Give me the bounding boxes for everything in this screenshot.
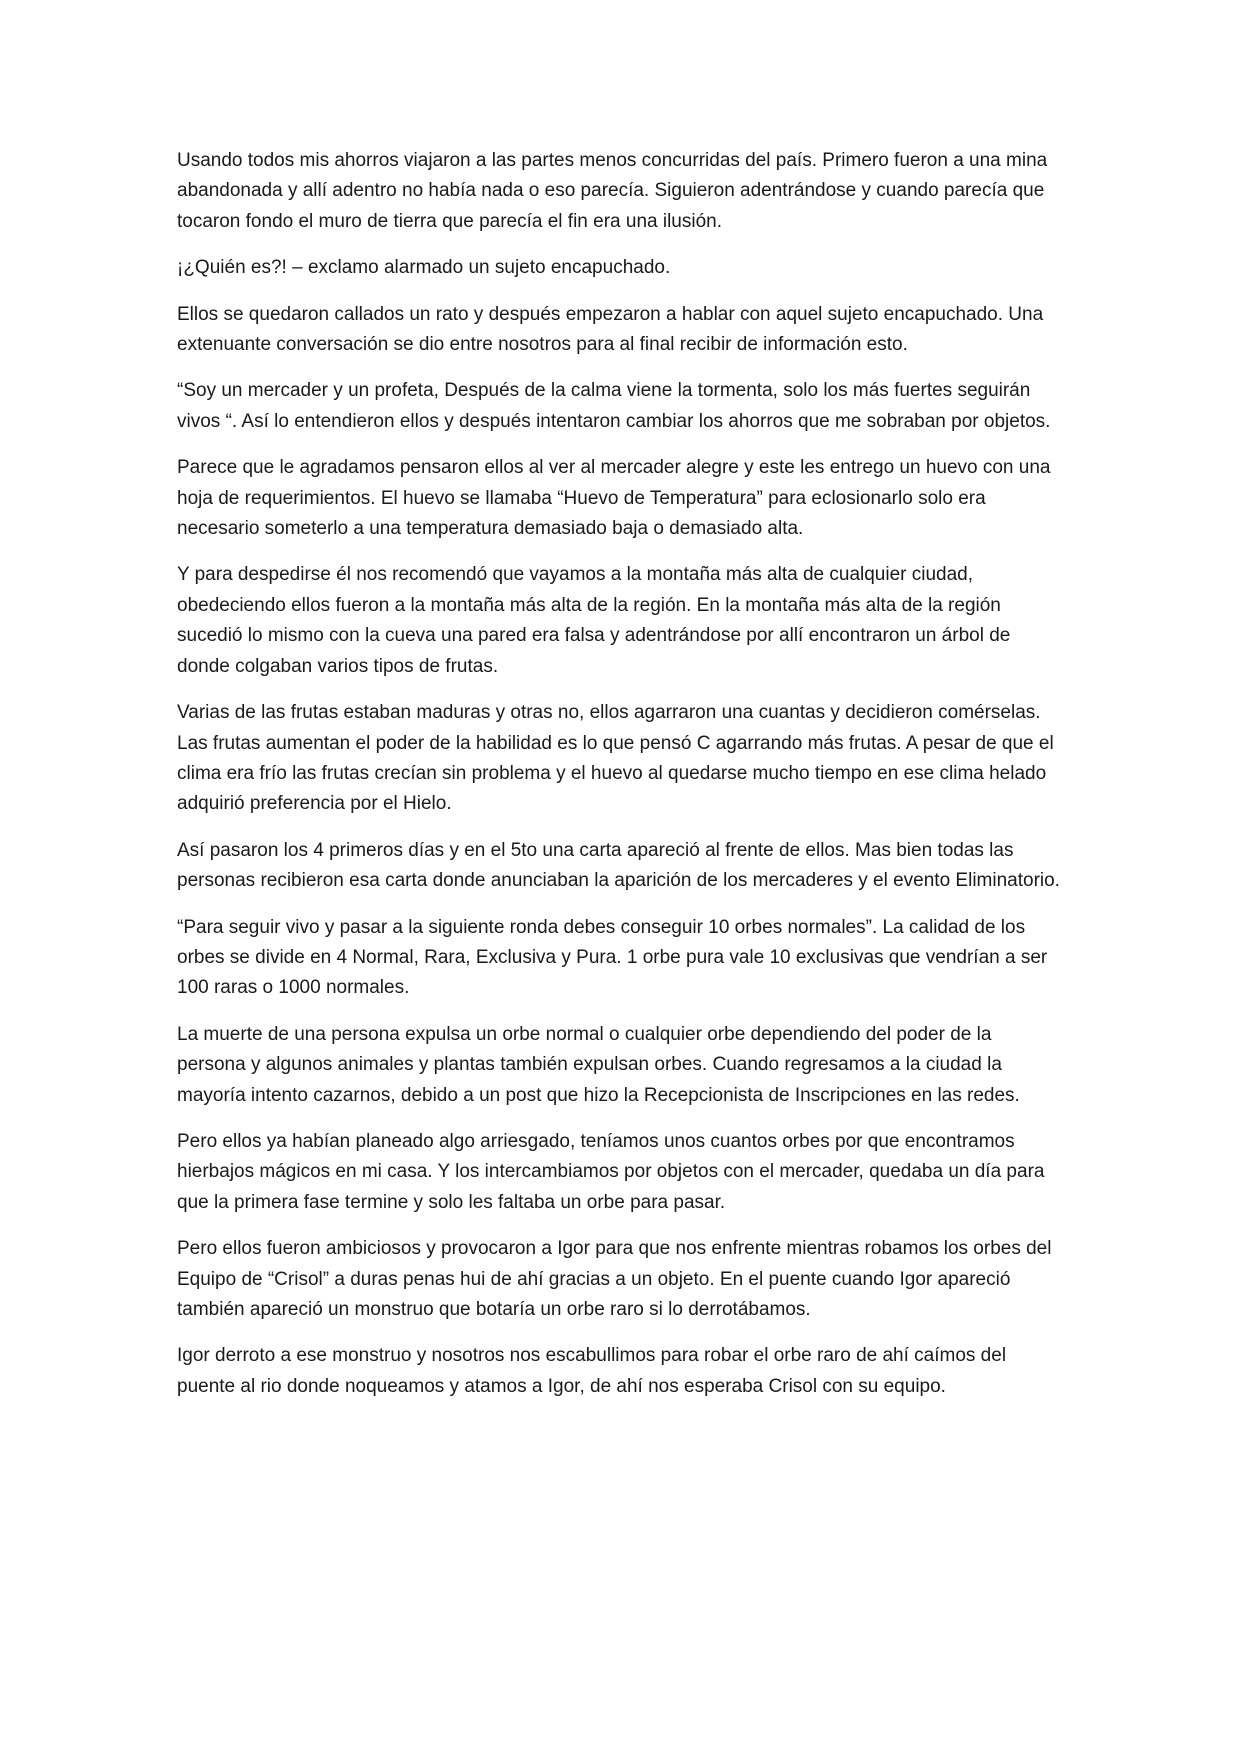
paragraph: “Soy un mercader y un profeta, Después de la calma viene la tormenta, solo los más fuertes seguirán vivos “. Así lo entendieron ellos y después intentaron cambiar los ahorros que me sobraban por objetos.: [177, 380, 1051, 432]
paragraph: Ellos se quedaron callados un rato y después empezaron a hablar con aquel sujeto encapuchado. Una extenuante conversación se dio entre nosotros para al final recibir de información esto.: [177, 303, 1044, 356]
paragraph: ¡¿Quién es?! – exclamo alarmado un sujeto encapuchado.: [177, 257, 671, 279]
paragraph: Igor derroto a ese monstruo y nosotros nos escabullimos para robar el orbe raro de ahí caímos del puente al rio donde noqueamos y atamos a Igor, de ahí nos esperaba Crisol con su equipo.: [177, 1345, 1007, 1397]
paragraph: Así pasaron los 4 primeros días y en el 5to una carta apareció al frente de ellos. Mas bien todas las personas recibieron esa carta donde anunciaban la aparición de los mercaderes y el evento Eliminatorio.: [177, 839, 1060, 892]
paragraph: Pero ellos fueron ambiciosos y provocaron a Igor para que nos enfrente mientras robamos los orbes del Equipo de “Crisol” a duras penas hui de ahí gracias a un objeto. En el puente cuando Igor apareció también apareció un monstruo que botaría un orbe raro si lo derrotábamos.: [177, 1238, 1052, 1320]
document-body: [177, 146, 1065, 1418]
paragraph: Parece que le agradamos pensaron ellos al ver al mercader alegre y este les entrego un huevo con una hoja de requerimientos. El huevo se llamaba “Huevo de Temperatura” para eclosionarlo solo era necesario someterlo a una temperatura demasiado baja o demasiado alta.: [177, 457, 1051, 540]
paragraph: Y para despedirse él nos recomendó que vayamos a la montaña más alta de cualquier ciudad, obedeciendo ellos fueron a la montaña más alta de la región. En la montaña más alta de la región sucedió lo mismo con la cueva una pared era falsa y adentrándose por allí encontraron un árbol de donde colgaban varios tipos de frutas.: [177, 564, 1011, 677]
paragraph: “Para seguir vivo y pasar a la siguiente ronda debes conseguir 10 orbes normales”. La calidad de los orbes se divide en 4 Normal, Rara, Exclusiva y Pura. 1 orbe pura vale 10 exclusivas que vendrían a ser 100 raras o 1000 normales.: [177, 916, 1048, 999]
paragraph: La muerte de una persona expulsa un orbe normal o cualquier orbe dependiendo del poder de la persona y algunos animales y plantas también expulsan orbes. Cuando regresamos a la ciudad la mayoría intento cazarnos, debido a un post que hizo la Recepcionista de Inscripciones en las redes.: [177, 1023, 1020, 1106]
paragraph: Pero ellos ya habían planeado algo arriesgado, teníamos unos cuantos orbes por que encontramos hierbajos mágicos en mi casa. Y los intercambiamos por objetos con el mercader, quedaba un día para que la primera fase termine y solo les faltaba un orbe para pasar.: [177, 1130, 1045, 1213]
paragraph: Usando todos mis ahorros viajaron a las partes menos concurridas del país. Primero fueron a una mina abandonada y allí adentro no había nada o eso parecía. Siguieron adentrándose y cuando parecía que tocaron fondo el muro de tierra que parecía el fin era una ilusión.: [177, 150, 1048, 232]
paragraph: Varias de las frutas estaban maduras y otras no, ellos agarraron una cuantas y decidieron comérselas. Las frutas aumentan el poder de la habilidad es lo que pensó C agarrando más frutas. A pesar de que el clima era frío las frutas crecían sin problema y el huevo al quedarse mucho tiempo en ese clima helado adquirió preferencia por el Hielo.: [177, 702, 1054, 815]
